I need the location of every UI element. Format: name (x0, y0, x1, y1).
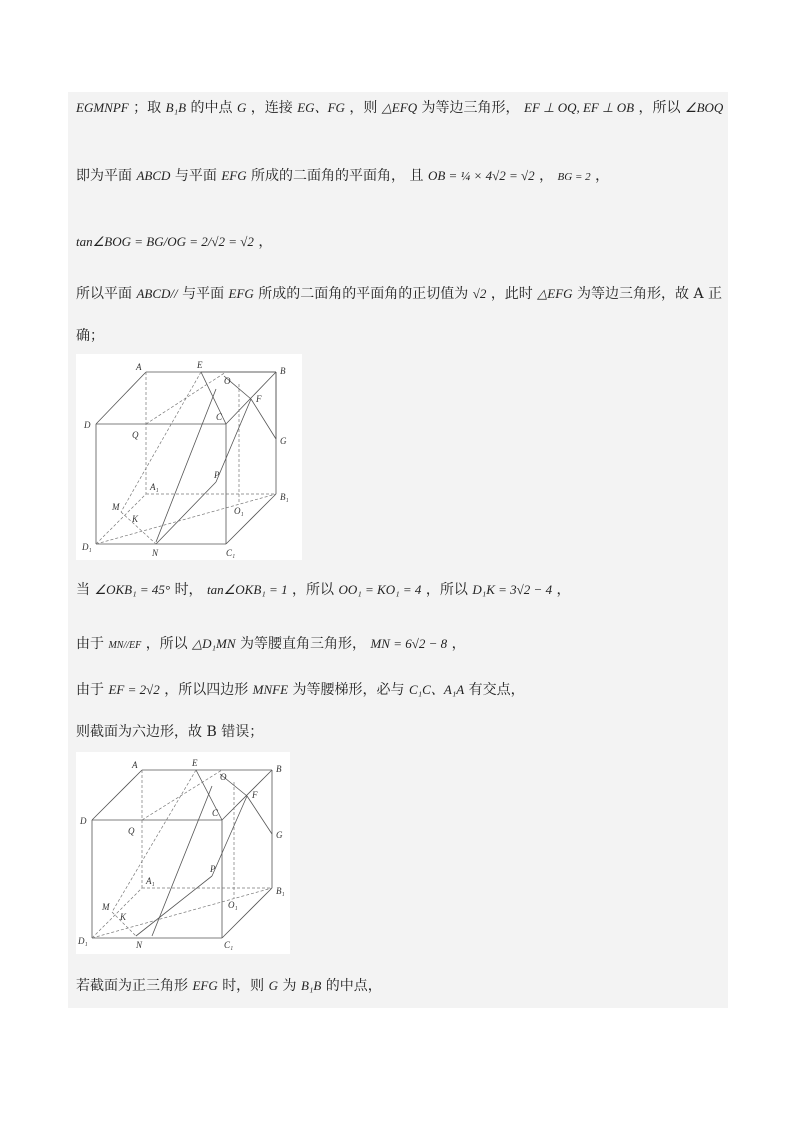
label-A1: A₁ (150, 482, 159, 492)
text-line-7 (76, 634, 466, 656)
label-M: M (102, 902, 110, 912)
label-F: F (252, 790, 258, 800)
math-term: EF ⊥ OQ, EF ⊥ OB (524, 100, 635, 115)
label-P: P (210, 864, 216, 874)
cube-diagram (76, 354, 302, 560)
math-term: MN = 6√2 − 8 (370, 636, 448, 651)
label-B1: B₁ (280, 492, 289, 502)
text-run: 与平面 (182, 286, 225, 302)
text-run: 所以平面 (76, 286, 132, 302)
text-line-2 (76, 166, 609, 187)
text-run: ， (595, 168, 610, 184)
text-run: 由于 (76, 636, 104, 652)
text-run: 确； (76, 328, 104, 344)
label-N: N (152, 548, 159, 558)
label-F: F (256, 394, 262, 404)
text-run: ， (451, 636, 466, 652)
label-M: M (112, 502, 120, 512)
math-term: G (236, 100, 247, 115)
text-run: 为等腰直角三角形， (240, 636, 366, 652)
text-run: ，所以 (145, 636, 188, 652)
text-run: 为 (282, 978, 297, 994)
text-run: 为等边三角形， (421, 100, 520, 116)
math-term: EF = 2√2 (108, 682, 160, 697)
text-run: ， (556, 582, 571, 598)
math-term: G (268, 978, 279, 993)
label-C: C (216, 412, 223, 422)
label-O: O (224, 376, 231, 386)
label-C1: C₁ (224, 940, 234, 950)
math-term: OO₁ = KO₁ = 4 (338, 582, 422, 597)
label-O1: O₁ (234, 506, 244, 516)
text-line-10 (76, 976, 382, 996)
label-G: G (276, 830, 283, 840)
label-N: N (136, 940, 143, 950)
text-run: ，所以四边形 (164, 682, 249, 698)
text-run: ，所以 (638, 100, 681, 116)
label-A: A (136, 362, 142, 372)
math-term: ∠BOQ (684, 100, 724, 115)
label-A1: A₁ (146, 876, 155, 886)
math-term: EGMNPF (76, 100, 129, 115)
math-term: △D₁MN (192, 636, 236, 651)
label-D1: D₁ (78, 936, 88, 946)
label-A: A (132, 760, 138, 770)
text-run: 时， (174, 582, 203, 598)
text-line-5 (76, 326, 104, 346)
label-C1: C₁ (226, 548, 236, 558)
math-term: ABCD// (136, 286, 178, 301)
math-term: C₁C、A₁A (408, 682, 465, 697)
text-line-6 (76, 580, 571, 600)
text-run: 的中点， (325, 978, 382, 994)
label-D: D (84, 420, 91, 430)
text-run: 所成的二面角的平面角， (251, 168, 406, 184)
label-P: P (214, 470, 220, 480)
text-run: 的中点 (190, 100, 233, 116)
text-run: ， (539, 168, 554, 184)
text-run: 则截面为六边形，故 B 错误； (76, 724, 264, 740)
text-run: ，所以 (425, 582, 468, 598)
math-term: D₁K = 3√2 − 4 (472, 582, 553, 597)
text-run: ， (258, 234, 273, 250)
label-E: E (192, 758, 198, 768)
label-B1: B₁ (276, 886, 285, 896)
math-term: △EFQ (381, 100, 418, 115)
math-term: tan∠BOG = BG/OG = 2/√2 = √2 (76, 234, 254, 249)
math-term: EG、FG (297, 100, 345, 115)
text-run: ，所以 (292, 582, 335, 598)
label-D1: D₁ (82, 542, 92, 552)
math-term: ∠OKB₁ = 45° (94, 582, 171, 597)
label-E: E (197, 360, 203, 370)
text-line-4 (76, 284, 722, 304)
text-line-1 (76, 98, 723, 118)
cube-figure-1 (76, 354, 302, 560)
math-term: EFG (221, 168, 247, 183)
text-run: 且 (409, 168, 424, 184)
math-term: tan∠OKB₁ = 1 (207, 582, 288, 597)
math-term: EFG (192, 978, 218, 993)
text-run: ；取 (133, 100, 162, 116)
cube-figure-2 (76, 752, 290, 954)
text-run: 若截面为正三角形 (76, 978, 188, 994)
label-C: C (212, 808, 219, 818)
text-run: ，此时 (490, 286, 533, 302)
label-B: B (280, 366, 286, 376)
cube-diagram (76, 752, 290, 954)
text-run: 当 (76, 582, 90, 598)
text-run: ，则 (349, 100, 378, 116)
math-term: ABCD (136, 168, 171, 183)
label-B: B (276, 764, 282, 774)
math-term: BG = 2 (557, 171, 591, 183)
math-term: OB = ¼ × 4√2 = √2 (427, 168, 535, 183)
label-O1: O₁ (228, 900, 238, 910)
math-term: △EFG (537, 286, 573, 301)
math-term: EFG (228, 286, 254, 301)
solution-panel (68, 92, 728, 1008)
label-D: D (80, 816, 87, 826)
math-term: MNFE (252, 682, 289, 697)
math-term: MN//EF (108, 640, 142, 651)
text-run: 所成的二面角的平面角的正切值为 (258, 286, 469, 302)
text-run: ，连接 (250, 100, 293, 116)
text-line-3 (76, 232, 272, 252)
math-term: B₁B (300, 978, 322, 993)
text-run: 时，则 (222, 978, 265, 994)
text-run: 有交点， (468, 682, 525, 698)
text-run: 为等腰梯形，必与 (292, 682, 405, 698)
text-line-8 (76, 680, 525, 700)
label-O: O (220, 772, 227, 782)
label-Q: Q (128, 826, 135, 836)
label-K: K (120, 912, 127, 922)
math-term: √2 (472, 286, 487, 301)
label-K: K (132, 514, 139, 524)
text-run: 与平面 (174, 168, 217, 184)
math-term: B₁B (165, 100, 187, 115)
text-run: 为等边三角形，故 A 正 (577, 286, 723, 302)
label-Q: Q (132, 430, 139, 440)
text-run: 即为平面 (76, 168, 132, 184)
text-run: 由于 (76, 682, 104, 698)
text-line-9 (76, 722, 263, 742)
label-G: G (280, 436, 287, 446)
